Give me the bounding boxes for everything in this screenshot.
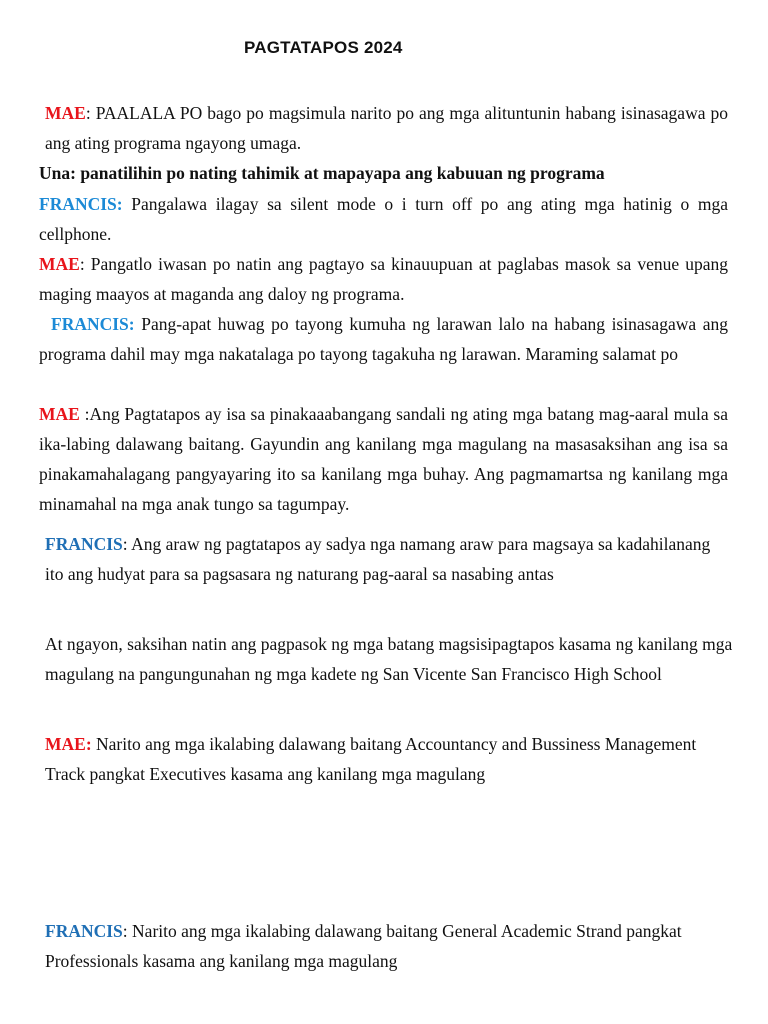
- page-title: PAGTATAPOS 2024: [244, 38, 403, 57]
- paragraph-rule-one: [39, 158, 728, 188]
- paragraph-mae-reminder: [45, 98, 728, 158]
- paragraph-text: Ang Pagtatapos ay isa sa pinakaaabangang sandali ng ating mga batang mag-aaral mula sa ika-labing dalawang baitang. Gayundin ang kanilang mga magulang na masasaksihan ang isa sa pinakamahalagang pangyayaring ito sa kanilang mga buhay. Ang pagmamartsa ng kanilang mga minamahal na mga anak tungo sa tagumpay.: [39, 404, 728, 514]
- speaker-label-mae: MAE: [45, 103, 86, 123]
- speaker-separator: :: [122, 921, 133, 941]
- paragraph-mae-abm: [45, 729, 725, 789]
- paragraph-text: Una: panatilihin po nating tahimik at mapayapa ang kabuuan ng programa: [39, 163, 605, 183]
- speaker-separator: :: [85, 103, 96, 123]
- paragraph-text: Narito ang mga ikalabing dalawang baitang Accountancy and Bussiness Management Track pangkat Executives kasama ang kanilang mga magulang: [45, 734, 697, 784]
- speaker-label-francis: FRANCIS: [45, 921, 123, 941]
- speaker-separator: [123, 194, 132, 214]
- speaker-label-francis: FRANCIS:: [39, 194, 123, 214]
- paragraph-francis-gas: [45, 916, 725, 976]
- paragraph-text: PAALALA PO bago po magsimula narito po ang mga alituntunin habang isinasagawa po ang ating programa ngayong umaga.: [45, 103, 728, 153]
- paragraph-text: Ang araw ng pagtatapos ay sadya nga namang araw para magsaya sa kadahilanang ito ang hudyat para sa pagsasara ng naturang pag-aaral sa nasabing antas: [45, 534, 711, 584]
- speaker-label-mae: MAE:: [45, 734, 92, 754]
- speaker-label-mae: MAE: [39, 404, 80, 424]
- paragraph-text: Pang-apat huwag po tayong kumuha ng larawan lalo na habang isinasagawa ang programa dahil may mga nakatalaga po tayong tagakuha ng larawan. Maraming salamat po: [39, 314, 728, 364]
- paragraph-text: Pangatlo iwasan po natin ang pagtayo sa kinauupuan at paglabas masok sa venue upang maging maayos at maganda ang daloy ng programa.: [39, 254, 728, 304]
- speaker-separator: :: [79, 254, 91, 274]
- paragraph-francis-rule-two: [39, 189, 728, 249]
- paragraph-mae-intro: [39, 399, 728, 519]
- speaker-separator: :: [122, 534, 132, 554]
- speaker-label-mae: MAE: [39, 254, 80, 274]
- paragraph-francis-intro: [45, 529, 715, 589]
- paragraph-francis-rule-four: [39, 309, 728, 369]
- speaker-label-francis: FRANCIS: [45, 534, 123, 554]
- paragraph-entrance: [45, 629, 735, 689]
- speaker-separator: :: [79, 404, 90, 424]
- paragraph-mae-rule-three: [39, 249, 728, 309]
- speaker-label-francis: FRANCIS:: [51, 314, 135, 334]
- paragraph-text: At ngayon, saksihan natin ang pagpasok ng mga batang magsisipagtapos kasama ng kanilang mga magulang na pangungunahan ng mga kadete ng San Vicente San Francisco High School: [45, 634, 733, 684]
- paragraph-text: Narito ang mga ikalabing dalawang baitang General Academic Strand pangkat Professionals kasama ang kanilang mga magulang: [45, 921, 682, 971]
- paragraph-text: Pangalawa ilagay sa silent mode o i turn off po ang ating mga hatinig o mga cellphone.: [39, 194, 728, 244]
